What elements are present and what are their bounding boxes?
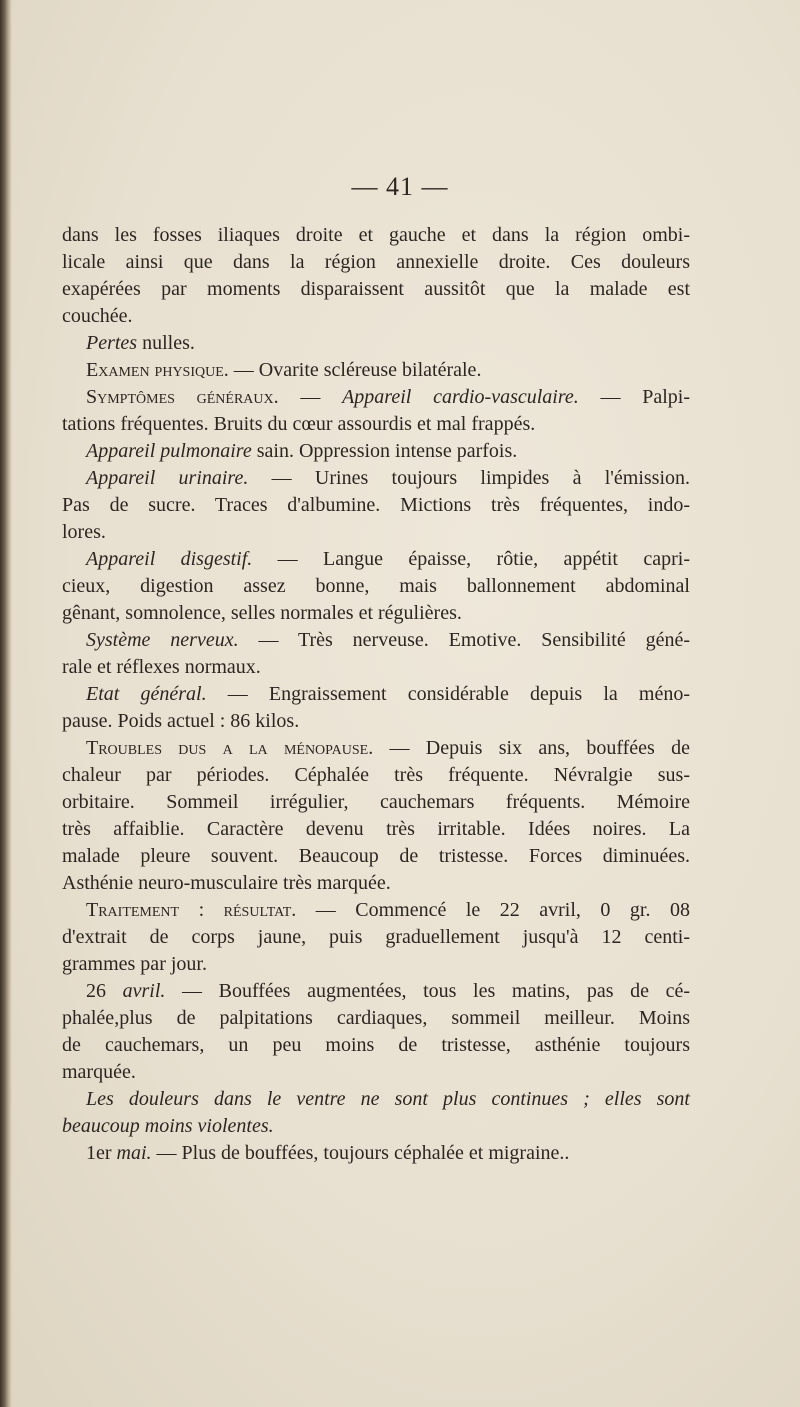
entry-26-avril: 26 avril. — Bouffées augmentées, tous les matins, pas de cé- [86, 980, 691, 1002]
text-line: dans les fosses iliaques droite et gauche et dans la région ombi- [62, 224, 690, 246]
text-line: d'extrait de corps jaune, puis graduellement jusqu'à 12 centi- [62, 926, 690, 948]
text-line: de cauchemars, un peu moins de tristesse, asthénie toujours [62, 1034, 690, 1056]
text-line: licale ainsi que dans la région annexielle droite. Ces douleurs [62, 251, 690, 273]
text-line: malade pleure souvent. Beaucoup de tristesse. Forces diminuées. [62, 845, 690, 867]
text-line: lores. [62, 521, 106, 543]
paragraph-systeme-nerveux: Système nerveux. — Très nerveuse. Emotive. Sensibilité géné- [86, 629, 690, 651]
text-line: très affaiblie. Caractère devenu très irritable. Idées noires. La [62, 818, 690, 840]
text-line: cieux, digestion assez bonne, mais ballonnement abdominal [62, 575, 690, 597]
text-line: exapérées par moments disparaissent aussitôt que la malade est [62, 278, 690, 300]
paragraph-pertes: Pertes nulles. [86, 332, 195, 354]
text-line: couchée. [62, 305, 133, 327]
text-line: phalée,plus de palpitations cardiaques, sommeil meilleur. Moins [62, 1007, 690, 1029]
section-examen-physique: Examen physique. — Ovarite scléreuse bilatérale. [86, 359, 482, 381]
text-line: chaleur par périodes. Céphalée très fréquente. Névralgie sus- [62, 764, 690, 786]
text-line: gênant, somnolence, selles normales et régulières. [62, 602, 462, 624]
text-line: beaucoup moins violentes. [62, 1115, 274, 1137]
paragraph-douleurs-italic: Les douleurs dans le ventre ne sont plus continues ; elles sont [86, 1088, 690, 1110]
text-line: grammes par jour. [62, 953, 207, 975]
binding-edge [0, 0, 12, 1407]
paragraph-appareil-pulmonaire: Appareil pulmonaire sain. Oppression intense parfois. [86, 440, 518, 462]
text-line: tations fréquentes. Bruits du cœur assourdis et mal frappés. [62, 413, 536, 435]
page-text [62, 222, 690, 1167]
section-traitement-resultat: Traitement : résultat. — Commencé le 22 avril, 0 gr. 08 [86, 899, 690, 921]
section-symptomes-generaux: Symptômes généraux. — Appareil cardio-vasculaire. — Palpi- [86, 386, 691, 408]
entry-1er-mai: 1er mai. — Plus de bouffées, toujours céphalée et migraine.. [86, 1142, 570, 1164]
text-line: orbitaire. Sommeil irrégulier, cauchemars fréquents. Mémoire [62, 791, 690, 813]
text-line: Pas de sucre. Traces d'albumine. Mictions très fréquentes, indo- [62, 494, 690, 516]
paragraph-etat-general: Etat général. — Engraissement considérable depuis la méno- [86, 683, 690, 705]
text-line: pause. Poids actuel : 86 kilos. [62, 710, 300, 732]
text-line: rale et réflexes normaux. [62, 656, 261, 678]
paragraph-appareil-urinaire: Appareil urinaire. — Urines toujours limpides à l'émission. [86, 467, 691, 489]
text-line: marquée. [62, 1061, 136, 1083]
paragraph-appareil-digestif: Appareil disgestif. — Langue épaisse, rôtie, appétit capri- [86, 548, 690, 570]
section-troubles-menopause: Troubles dus a la ménopause. — Depuis six ans, bouffées de [86, 737, 690, 759]
text-line: Asthénie neuro-musculaire très marquée. [62, 872, 391, 894]
page-number: — 41 — [351, 172, 449, 201]
